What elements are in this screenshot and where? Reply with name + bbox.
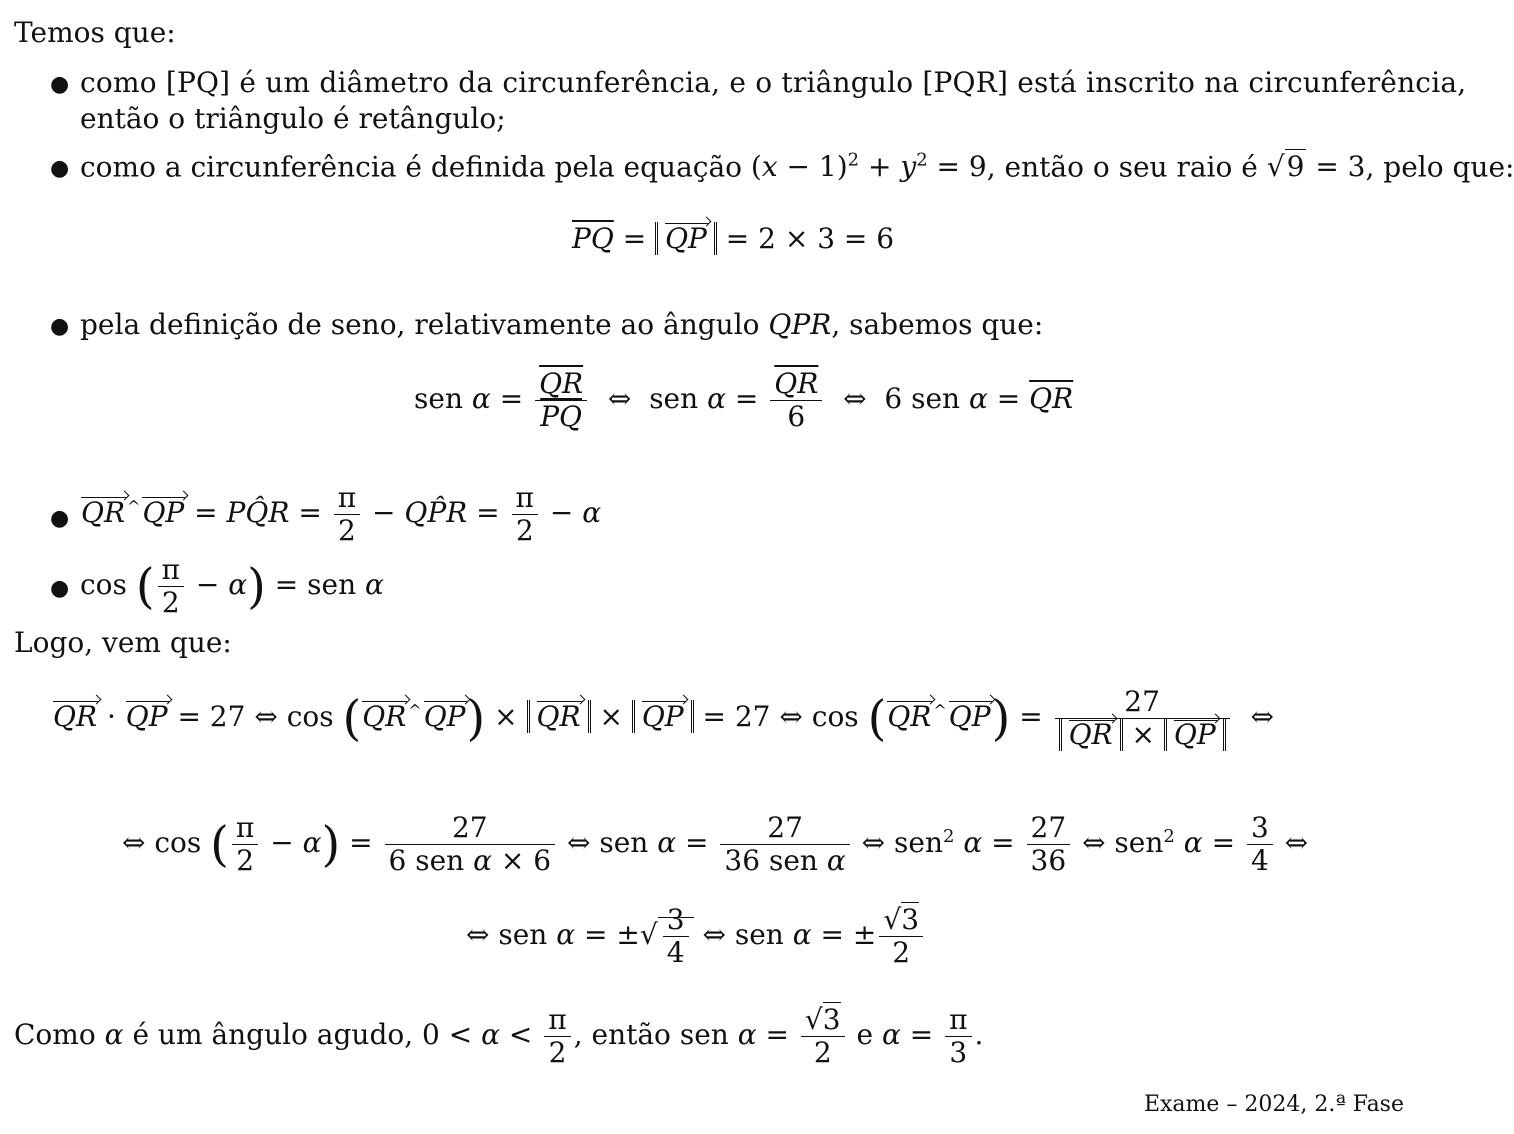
source-label: Exame – 2024, 2.ª Fase xyxy=(1143,1092,1404,1117)
final-sentence: Como α é um ângulo agudo, 0 < α < $\frac{\pi}{2}$ , então sen α = $\frac{√3}{2}$ e α = $\frac{\pi}{3}$ . xyxy=(14,1003,984,1070)
bullet-3-text-b: , sabemos que: xyxy=(831,308,1044,341)
bullet-dot: ● xyxy=(50,506,70,531)
final-text-b: é um ângulo agudo, xyxy=(132,1018,414,1052)
equation-sine-definition: sen α = $\frac{\overline{QR}}{PQ}$ ⇔ sen α = $\frac{\overline{QR}}{6}$ ⇔ 6 sen $\alpha = \overline{QR}$ xyxy=(414,367,1074,434)
bullet-5: cos ( $\frac{\pi}{2}$ − α) = sen α xyxy=(80,553,384,620)
bullet-1-line-1: como [PQ] é um diâmetro da circunferência, e o triângulo [PQR] está inscrito na circunferência, xyxy=(80,66,1467,99)
conclusion-intro: Logo, vem que: xyxy=(14,626,232,659)
bullet-2-text-b: , então o seu raio é xyxy=(986,150,1258,184)
bullet-3: pela definição de seno, relativamente ao ângulo QPR, sabemos que: xyxy=(80,308,1044,341)
final-text-d: e xyxy=(856,1018,874,1052)
alpha-symbol: α xyxy=(471,382,491,416)
bullet-2 xyxy=(80,150,1514,183)
sen-label: sen xyxy=(414,382,463,416)
bullet-dot: ● xyxy=(50,72,70,97)
equation-pq: $\overline{PQ}$ = QP = 2 × 3 = 6 xyxy=(572,222,895,255)
bullet-2-text-c: , pelo que: xyxy=(1365,150,1514,184)
intro-text: Temos que: xyxy=(14,16,176,49)
bullet-dot: ● xyxy=(50,156,70,181)
final-text-c: , então xyxy=(573,1018,671,1052)
radius-expression: √9 = 3 xyxy=(1266,150,1366,184)
equation-sqrt: ⇔ sen α = ±√ $\frac{3}{4}$ ⇔ sen α = ± $\frac{√3}{2}$ xyxy=(466,904,926,969)
bullet-1-line-2: então o triângulo é retângulo; xyxy=(80,102,506,135)
final-text-a: Como xyxy=(14,1018,96,1052)
bullet-4: QR ^QP = PQ̂R = $\frac{\pi}{2}$ − QP̂R = $\frac{\pi}{2}$ − α xyxy=(81,481,602,548)
equation-substitution: ⇔ cos ( $\frac{\pi}{2}$ − α) = $\frac{27}{\text{6 sen α × 6}}$ ⇔ sen α = $\frac{27}{\text{36 sen α}}$ ⇔ sen$^2$ α = $\frac{27}{36}$ ⇔ sen$^2$ α = $\frac{3}{4}$ ⇔ xyxy=(122,811,1309,878)
equation-dot-product: QR · QP = 27 ⇔ cos (QR ^QP) × QR × QP = 27 ⇔ cos (QR ^QP) = $\frac{27}{QR \times QP}$ ⇔ xyxy=(53,685,1274,752)
bullet-dot: ● xyxy=(50,576,70,601)
bullet-dot: ● xyxy=(50,314,70,339)
bullet-2-text-a: como a circunferência é definida pela equação xyxy=(80,150,743,184)
circle-equation: $(x - 1)^2 + y^2 = 9$ xyxy=(750,150,987,184)
bullet-3-text: pela definição de seno, relativamente ao ângulo xyxy=(80,308,760,341)
